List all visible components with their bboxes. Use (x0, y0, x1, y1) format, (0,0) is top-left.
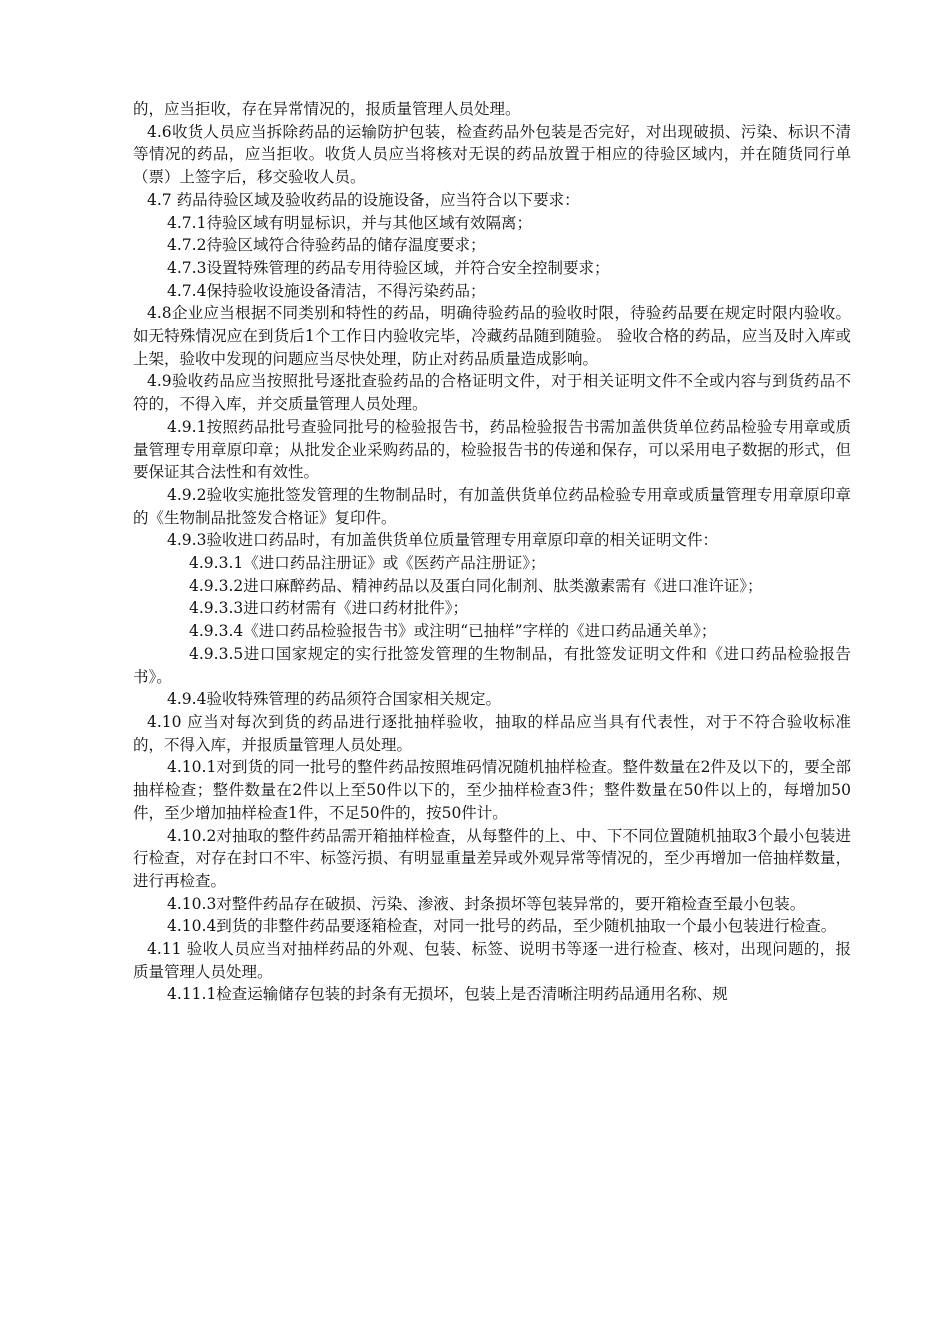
paragraph: 4.9.2验收实施批签发管理的生物制品时，有加盖供货单位药品检验专用章或质量管理专用章原印章的《生物制品批签发合格证》复印件。 (133, 485, 851, 527)
paragraph: 4.10.3对整件药品存在破损、污染、渗液、封条损坏等包装异常的，要开箱检查至最小包装。 (167, 894, 806, 913)
paragraph: 4.10.1对到货的同一批号的整件药品按照堆码情况随机抽样检查。整件数量在2件及以下的，要全部抽样检查；整件数量在2件以上至50件以下的，至少抽样检查3件；整件数量在50件以上的，每增加50件，至少增加抽样检查1件，不足50件的，按50件计。 (133, 758, 851, 822)
paragraph: 4.11.1检查运输储存包装的封条有无损坏，包装上是否清晰注明药品通用名称、规 (167, 985, 728, 1004)
paragraph: 4.9.4验收特殊管理的药品须符合国家相关规定。 (167, 690, 501, 709)
paragraph: 4.7.1待验区域有明显标识，并与其他区域有效隔离； (167, 213, 532, 232)
paragraph: 4.9.3.2进口麻醉药品、精神药品以及蛋白同化制剂、肽类激素需有《进口准许证》； (189, 576, 763, 595)
paragraph: 4.7.2待验区域符合待验药品的储存温度要求； (167, 236, 486, 255)
paragraph: 4.10.4到货的非整件药品要逐箱检查，对同一批号的药品，至少随机抽取一个最小包装进行检查。 (167, 917, 837, 936)
paragraph: 4.9验收药品应当按照批号逐批查验药品的合格证明文件，对于相关证明文件不全或内容与到货药品不符的，不得入库，并交质量管理人员处理。 (133, 372, 851, 414)
paragraph: 4.9.3.5进口国家规定的实行批签发管理的生物制品，有批签发证明文件和《进口药品检验报告书》。 (133, 644, 851, 686)
paragraph: 4.6收货人员应当拆除药品的运输防护包装，检查药品外包装是否完好，对出现破损、污染、标识不清等情况的药品，应当拒收。收货人员应当将核对无误的药品放置于相应的待验区域内，并在随货同行单（票）上签字后，移交验收人员。 (133, 122, 851, 187)
paragraph: 4.10.2对抽取的整件药品需开箱抽样检查，从每整件的上、中、下不同位置随机抽取3个最小包装进行检查，对存在封口不牢、标签污损、有明显重量差异或外观异常等情况的，至少再增加一倍抽样数量，进行再检查。 (133, 826, 851, 890)
paragraph: 4.9.3验收进口药品时，有加盖供货单位质量管理专用章原印章的相关证明文件： (167, 531, 718, 550)
paragraph: 4.9.3.3进口药材需有《进口药材批件》； (189, 599, 468, 618)
paragraph: 4.8企业应当根据不同类别和特性的药品，明确待验药品的验收时限，待验药品要在规定时限内验收。如无特殊情况应在到货后1个工作日内验收完毕，冷藏药品随到随验。 验收合格的药品，应当及时入库或上架，验收中发现的问题应当尽快处理，防止对药品质量造成影响。 (133, 304, 851, 368)
paragraph: 4.11 验收人员应当对抽样药品的外观、包装、标签、说明书等逐一进行检查、核对，出现问题的，报质量管理人员处理。 (133, 940, 851, 981)
paragraph: 4.7.4保持验收设施设备清洁，不得污染药品； (167, 281, 486, 300)
paragraph: 4.9.3.4《进口药品检验报告书》或注明“已抽样”字样的《进口药品通关单》； (189, 622, 717, 641)
document-body (133, 98, 851, 1006)
paragraph: 4.7 药品待验区域及验收药品的设施设备，应当符合以下要求： (147, 190, 580, 209)
paragraph: 4.9.1按照药品批号查验同批号的检验报告书，药品检验报告书需加盖供货单位药品检验专用章或质量管理专用章原印章；从批发企业采购药品的，检验报告书的传递和保存，可以采用电子数据的形式，但要保证其合法性和有效性。 (133, 417, 851, 482)
paragraph: 的，应当拒收，存在异常情况的，报质量管理人员处理。 (133, 100, 521, 118)
paragraph: 4.10 应当对每次到货的药品进行逐批抽样验收，抽取的样品应当具有代表性，对于不符合验收标准的，不得入库，并报质量管理人员处理。 (133, 712, 851, 754)
paragraph: 4.7.3设置特殊管理的药品专用待验区域，并符合安全控制要求； (167, 258, 610, 277)
paragraph: 4.9.3.1《进口药品注册证》或《医药产品注册证》； (189, 554, 546, 573)
